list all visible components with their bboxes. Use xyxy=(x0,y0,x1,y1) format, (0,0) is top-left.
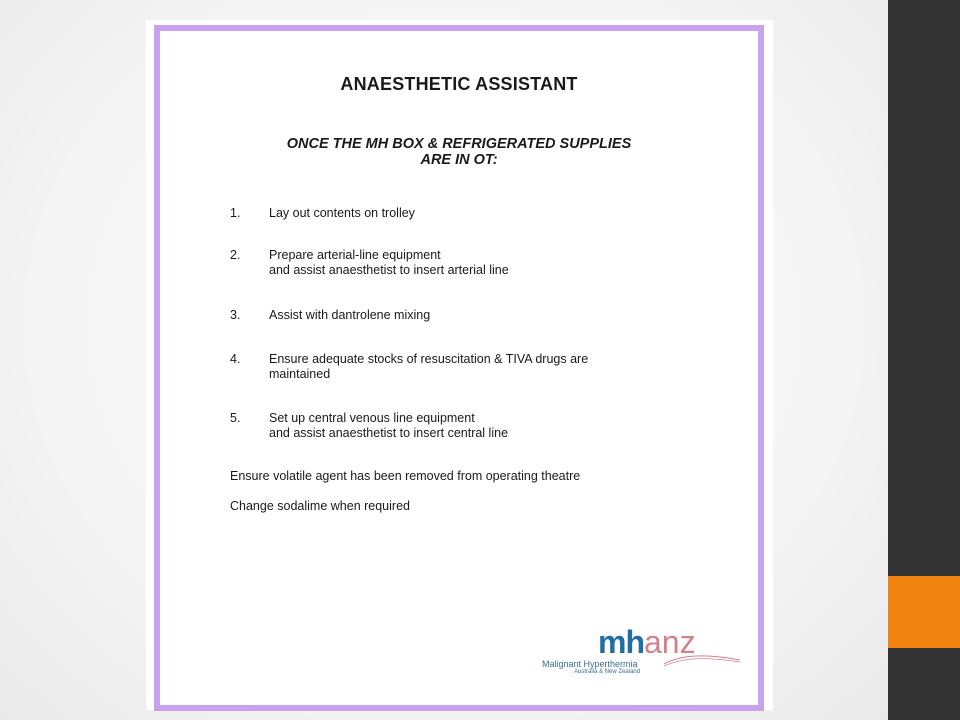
mhanz-logo xyxy=(542,626,742,682)
step-text xyxy=(269,248,719,278)
step-line: and assist anaesthetist to insert central line xyxy=(269,426,509,440)
step-text xyxy=(269,352,719,382)
logo-swoosh-icon xyxy=(662,652,742,668)
step-text xyxy=(269,206,719,221)
step-number: 5. xyxy=(230,411,241,425)
step-line: Set up central venous line equipment xyxy=(269,411,475,425)
step-number: 1. xyxy=(230,206,241,220)
subtitle-line: ONCE THE MH BOX & REFRIGERATED SUPPLIES xyxy=(286,136,632,152)
step-line: Lay out contents on trolley xyxy=(269,206,415,220)
note-text: Ensure volatile agent has been removed from operating theatre xyxy=(230,469,581,483)
step-number: 4. xyxy=(230,352,241,366)
logo-region: Australia & New Zealand xyxy=(574,669,641,675)
subtitle-line: ARE IN OT: xyxy=(420,152,498,168)
document-frame xyxy=(154,25,764,711)
step-line: maintained xyxy=(269,367,331,381)
step-number: 3. xyxy=(230,308,241,322)
step-line: and assist anaesthetist to insert arterial line xyxy=(269,263,509,277)
step-text xyxy=(269,308,719,323)
slide-accent-block xyxy=(888,576,960,648)
note-text: Change sodalime when required xyxy=(230,499,410,513)
logo-mark-light: anz xyxy=(644,624,696,660)
logo-mark-bold: mh xyxy=(598,624,644,660)
logo-tagline: Malignant Hyperthermia xyxy=(542,659,638,669)
document-subtitle xyxy=(160,136,758,168)
step-line: Ensure adequate stocks of resuscitation & TIVA drugs are xyxy=(269,352,589,366)
document-title: ANAESTHETIC ASSISTANT xyxy=(340,74,578,94)
step-line: Prepare arterial-line equipment xyxy=(269,248,441,262)
step-line: Assist with dantrolene mixing xyxy=(269,308,431,322)
step-number: 2. xyxy=(230,248,241,262)
step-text xyxy=(269,411,719,441)
